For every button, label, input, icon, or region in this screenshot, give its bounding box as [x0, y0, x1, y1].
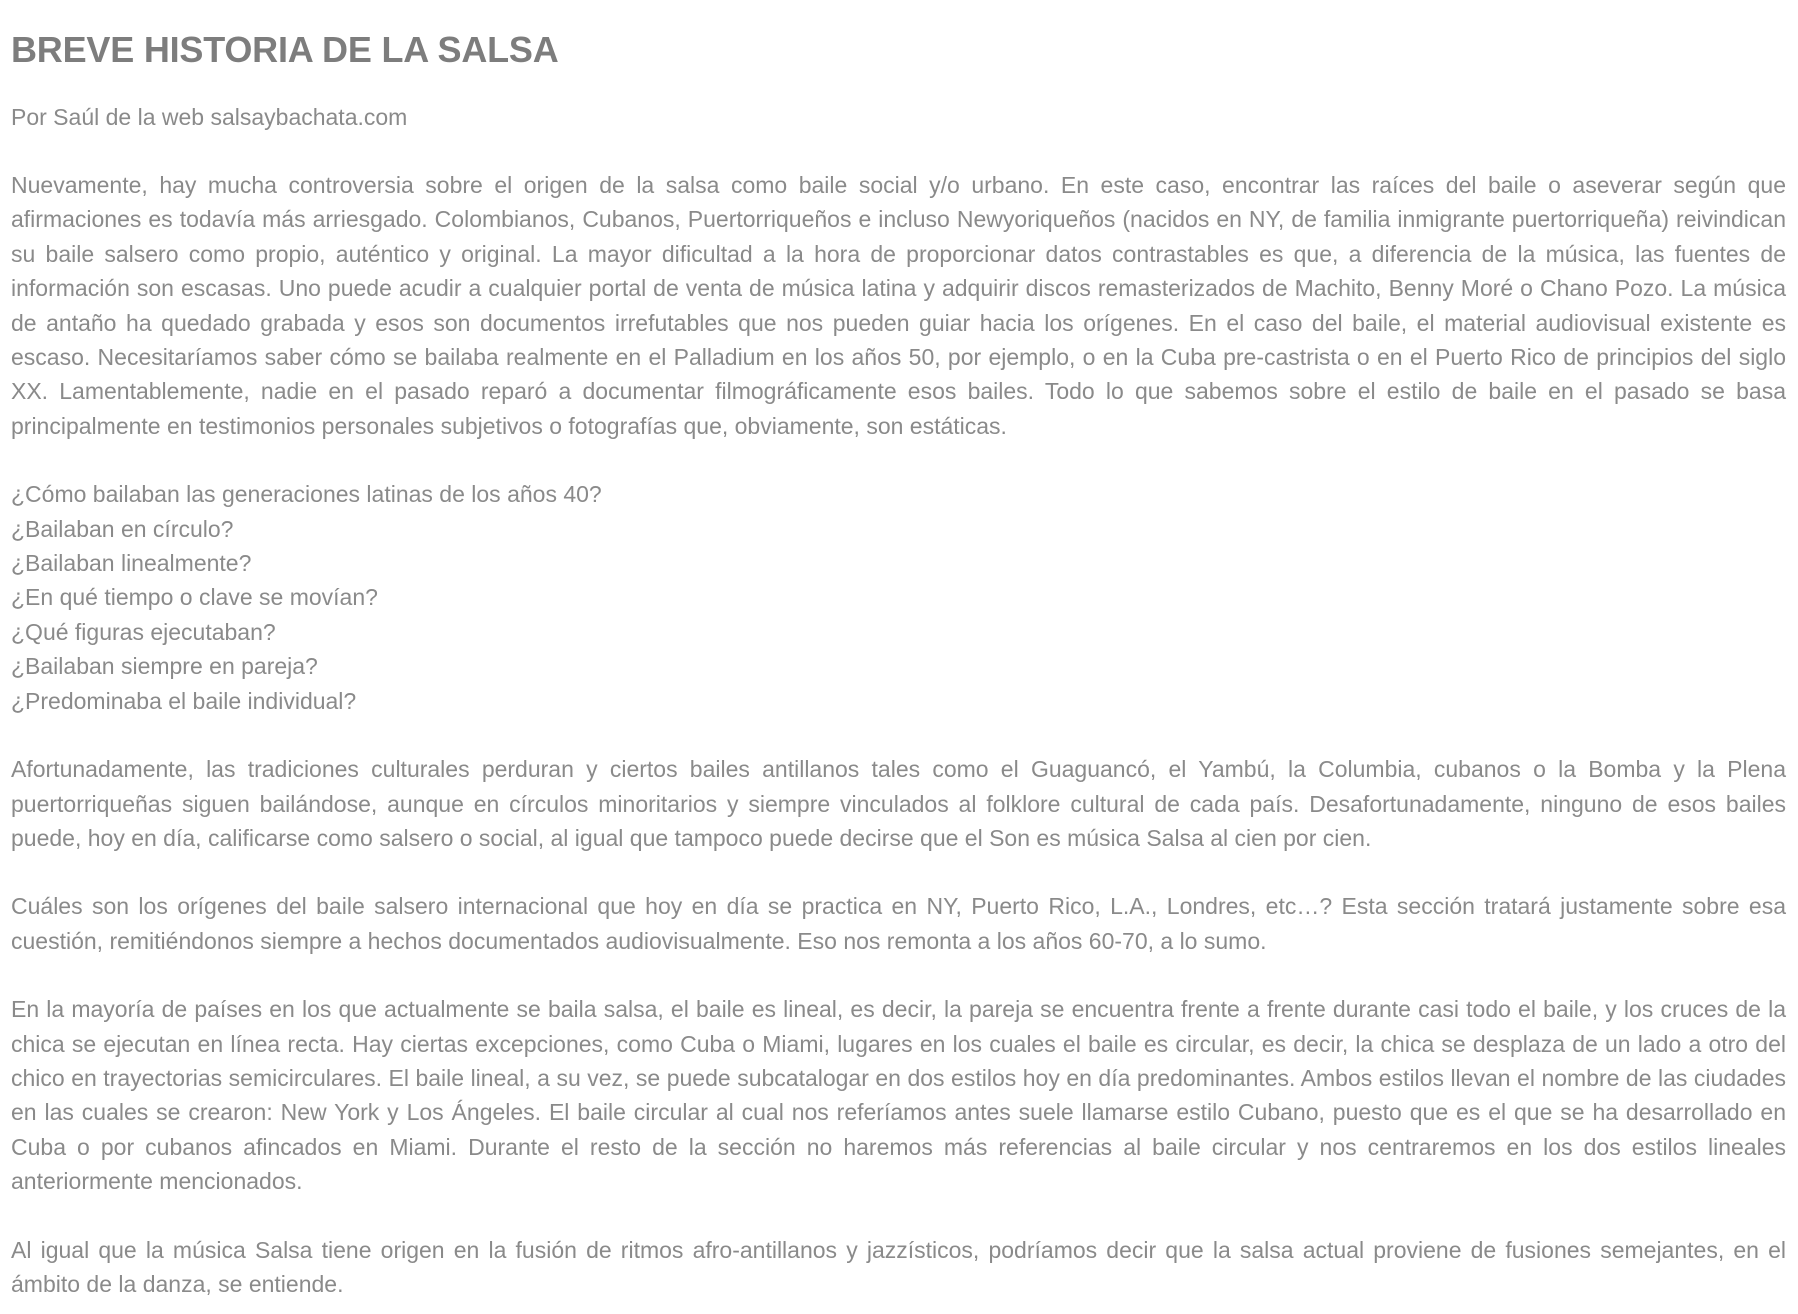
question-item: ¿Qué figuras ejecutaban?: [11, 618, 276, 645]
question-item: ¿Bailaban en círculo?: [11, 515, 234, 542]
question-item: ¿Bailaban linealmente?: [11, 550, 252, 577]
paragraph-traditions: Afortunadamente, las tradiciones culturales perduran y ciertos bailes antillanos tales como el Guaguancó, el Yambú, la Columbia, cubanos o la Bomba y la Plena puertorriqueñas siguen bailándose, aunque en círculos minoritarios y siempre vinculados al folklore cultural de cada país. Desafortunadamente, ninguno de esos bailes puede, hoy en día, calificarse como salsero o social, al igual que tampoco puede decirse que el Son es música Salsa al cien por cien.: [11, 756, 1786, 851]
question-item: ¿Bailaban siempre en pareja?: [11, 653, 318, 680]
paragraph-styles: En la mayoría de países en los que actualmente se baila salsa, el baile es lineal, es decir, la pareja se encuentra frente a frente durante casi todo el baile, y los cruces de la chica se ejecutan en línea recta. Hay ciertas excepciones, como Cuba o Miami, lugares en los cuales el baile es circular, es decir, la chica se desplaza de un lado a otro del chico en trayectorias semicirculares. El baile lineal, a su vez, se puede subcatalogar en dos estilos hoy en día predominantes. Ambos estilos llevan el nombre de las ciudades en las cuales se crearon: New York y Los Ángeles. El baile circular al cual nos referíamos antes suele llamarse estilo Cubano, puesto que es el que se ha desarrollado en Cuba o por cubanos afincados en Miami. Durante el resto de la sección no haremos más referencias al baile circular y nos centraremos en los dos estilos lineales anteriormente mencionados.: [11, 996, 1786, 1195]
question-item: ¿Cómo bailaban las generaciones latinas de los años 40?: [11, 481, 602, 508]
paragraph-origins: Cuáles son los orígenes del baile salsero internacional que hoy en día se practica en NY, Puerto Rico, L.A., Londres, etc…? Esta sección tratará justamente sobre esa cuestión, remitiéndonos siempre a hechos documentados audiovisualmente. Eso nos remonta a los años 60-70, a lo sumo.: [11, 893, 1786, 954]
page-title: BREVE HISTORIA DE LA SALSA: [11, 29, 559, 70]
questions-list: [11, 477, 1786, 718]
paragraph-fusion: Al igual que la música Salsa tiene origen en la fusión de ritmos afro-antillanos y jazzísticos, podríamos decir que la salsa actual proviene de fusiones semejantes, en el ámbito de la danza, se entiende.: [11, 1236, 1786, 1297]
question-item: ¿Predominaba el baile individual?: [11, 687, 357, 714]
byline: Por Saúl de la web salsaybachata.com: [11, 104, 408, 130]
question-item: ¿En qué tiempo o clave se movían?: [11, 584, 378, 611]
intro-paragraph: Nuevamente, hay mucha controversia sobre el origen de la salsa como baile social y/o urbano. En este caso, encontrar las raíces del baile o aseverar según que afirmaciones es todavía más arriesgado. Colombianos, Cubanos, Puertorriqueños e incluso Newyoriqueños (nacidos en NY, de familia inmigrante puertorriqueña) reivindican su baile salsero como propio, auténtico y original. La mayor dificultad a la hora de proporcionar datos contrastables es que, a diferencia de la música, las fuentes de información son escasas. Uno puede acudir a cualquier portal de venta de música latina y adquirir discos remasterizados de Machito, Benny Moré o Chano Pozo. La música de antaño ha quedado grabada y esos son documentos irrefutables que nos pueden guiar hacia los orígenes. En el caso del baile, el material audiovisual existente es escaso. Necesitaríamos saber cómo se bailaba realmente en el Palladium en los años 50, por ejemplo, o en la Cuba pre-castrista o en el Puerto Rico de principios del siglo XX. Lamentablemente, nadie en el pasado reparó a documentar filmográficamente esos bailes. Todo lo que sabemos sobre el estilo de baile en el pasado se basa principalmente en testimonios personales subjetivos o fotografías que, obviamente, son estáticas.: [11, 172, 1786, 439]
